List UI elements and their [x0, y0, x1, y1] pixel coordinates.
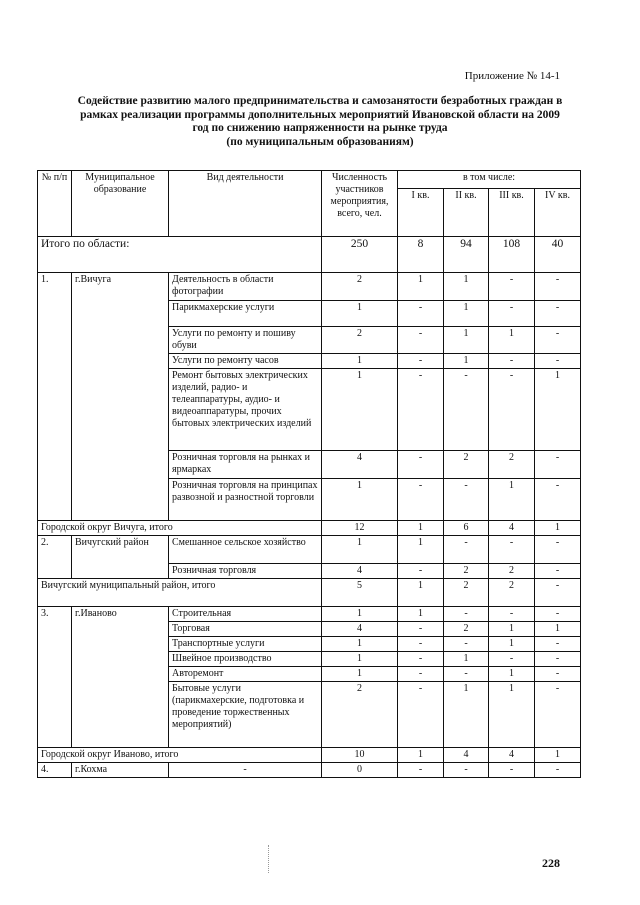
header-num: № п/п: [38, 171, 72, 237]
margin-mark: [268, 845, 272, 873]
value-total: 1: [322, 637, 398, 652]
region-total-q2: 94: [444, 237, 489, 273]
activity-cell: Авторемонт: [169, 667, 322, 682]
title-line: рамках реализации программы дополнительных мероприятий Ивановской области на 2009: [80, 108, 560, 121]
value-total: 0: [322, 763, 398, 778]
value-q1: -: [398, 327, 444, 354]
table-row: [38, 763, 581, 778]
value-total: 4: [322, 622, 398, 637]
value-q1: -: [398, 369, 444, 451]
subtotal-label: Городской округ Иваново, итого: [38, 748, 322, 763]
subtotal-q3: 2: [489, 579, 535, 607]
value-q3: -: [489, 273, 535, 301]
subtotal-row: [38, 579, 581, 607]
subtotal-label: Вичугский муниципальный район, итого: [38, 579, 322, 607]
appendix-label: Приложение № 14-1: [464, 70, 560, 82]
value-q1: -: [398, 564, 444, 579]
value-q3: 1: [489, 667, 535, 682]
value-q2: -: [444, 479, 489, 521]
activity-cell: Ремонт бытовых электрических изделий, радио- и телеаппаратуры, аудио- и видеоаппаратуры, прочих бытовых электрических изделий: [169, 369, 322, 451]
value-q4: -: [535, 682, 581, 748]
activity-cell: Розничная торговля на рынках и ярмарках: [169, 451, 322, 479]
row-number: 1.: [38, 273, 72, 521]
subtotal-row: [38, 521, 581, 536]
table-row: [38, 536, 581, 564]
activity-cell: Деятельность в области фотографии: [169, 273, 322, 301]
header-q4: IV кв.: [535, 189, 581, 237]
subtotal-q3: 4: [489, 521, 535, 536]
value-q2: -: [444, 536, 489, 564]
value-q2: 1: [444, 301, 489, 327]
activity-cell: Швейное производство: [169, 652, 322, 667]
value-total: 4: [322, 564, 398, 579]
value-q3: 1: [489, 682, 535, 748]
value-q3: 1: [489, 479, 535, 521]
subtotal-q4: -: [535, 579, 581, 607]
value-q3: -: [489, 354, 535, 369]
data-table: [37, 170, 581, 778]
region-total-row: [38, 237, 581, 273]
value-q2: 1: [444, 652, 489, 667]
header-q1: I кв.: [398, 189, 444, 237]
value-total: 4: [322, 451, 398, 479]
title-line: (по муниципальным образованиям): [226, 135, 414, 148]
value-q4: -: [535, 667, 581, 682]
value-q4: -: [535, 479, 581, 521]
region-total-q1: 8: [398, 237, 444, 273]
value-q4: -: [535, 451, 581, 479]
value-q3: 1: [489, 622, 535, 637]
value-q1: -: [398, 652, 444, 667]
subtotal-q1: 1: [398, 748, 444, 763]
subtotal-row: [38, 748, 581, 763]
value-q2: -: [444, 763, 489, 778]
value-q1: -: [398, 451, 444, 479]
value-total: 1: [322, 479, 398, 521]
header-activity: Вид деятельности: [169, 171, 322, 237]
value-q1: -: [398, 301, 444, 327]
value-q3: 2: [489, 451, 535, 479]
subtotal-total: 12: [322, 521, 398, 536]
value-total: 1: [322, 354, 398, 369]
value-q2: -: [444, 667, 489, 682]
subtotal-q2: 6: [444, 521, 489, 536]
value-total: 1: [322, 652, 398, 667]
region-total-q4: 40: [535, 237, 581, 273]
header-municipality: Муниципальное образование: [72, 171, 169, 237]
subtotal-q2: 2: [444, 579, 489, 607]
value-q3: 2: [489, 564, 535, 579]
value-q4: -: [535, 273, 581, 301]
value-q4: -: [535, 354, 581, 369]
value-q2: -: [444, 607, 489, 622]
value-q2: 1: [444, 354, 489, 369]
region-total-value: 250: [322, 237, 398, 273]
value-q4: -: [535, 607, 581, 622]
value-q3: -: [489, 536, 535, 564]
activity-cell: Розничная торговля: [169, 564, 322, 579]
value-q1: -: [398, 682, 444, 748]
subtotal-q2: 4: [444, 748, 489, 763]
activity-cell: Парикмахерские услуги: [169, 301, 322, 327]
value-q2: 1: [444, 327, 489, 354]
activity-cell: Торговая: [169, 622, 322, 637]
value-q3: -: [489, 607, 535, 622]
value-total: 1: [322, 536, 398, 564]
value-total: 1: [322, 301, 398, 327]
header-q2: II кв.: [444, 189, 489, 237]
activity-cell: -: [169, 763, 322, 778]
value-q3: -: [489, 763, 535, 778]
activity-cell: Транспортные услуги: [169, 637, 322, 652]
subtotal-q3: 4: [489, 748, 535, 763]
value-q4: -: [535, 301, 581, 327]
subtotal-total: 5: [322, 579, 398, 607]
municipality-name: г.Кохма: [72, 763, 169, 778]
table-body: [38, 171, 581, 778]
value-q4: -: [535, 652, 581, 667]
municipality-name: г.Вичуга: [72, 273, 169, 521]
value-q4: 1: [535, 369, 581, 451]
page-number: 228: [542, 856, 560, 870]
value-total: 1: [322, 369, 398, 451]
value-q1: 1: [398, 607, 444, 622]
value-q1: 1: [398, 273, 444, 301]
activity-cell: Бытовые услуги (парикмахерские, подготовка и проведение торжественных мероприятий): [169, 682, 322, 748]
subtotal-total: 10: [322, 748, 398, 763]
value-q4: -: [535, 763, 581, 778]
value-q4: -: [535, 637, 581, 652]
value-q4: 1: [535, 622, 581, 637]
subtotal-label: Городской округ Вичуга, итого: [38, 521, 322, 536]
value-q1: -: [398, 637, 444, 652]
value-q3: -: [489, 652, 535, 667]
municipality-name: Вичугский район: [72, 536, 169, 579]
value-q1: -: [398, 667, 444, 682]
document-title: [35, 95, 605, 149]
value-q1: -: [398, 354, 444, 369]
value-q1: -: [398, 622, 444, 637]
activity-cell: Смешанное сельское хозяйство: [169, 536, 322, 564]
value-q1: 1: [398, 536, 444, 564]
header-q3: III кв.: [489, 189, 535, 237]
header-including: в том числе:: [398, 171, 581, 189]
value-q4: -: [535, 327, 581, 354]
header-participants: Численность участников мероприятия, всего, чел.: [322, 171, 398, 237]
row-number: 2.: [38, 536, 72, 579]
subtotal-q1: 1: [398, 579, 444, 607]
value-q2: 1: [444, 682, 489, 748]
value-q1: -: [398, 479, 444, 521]
value-total: 1: [322, 667, 398, 682]
subtotal-q4: 1: [535, 521, 581, 536]
value-q3: 1: [489, 327, 535, 354]
value-q4: -: [535, 536, 581, 564]
value-q3: -: [489, 369, 535, 451]
value-q2: 1: [444, 273, 489, 301]
activity-cell: Розничная торговля на принципах развозной и разностной торговли: [169, 479, 322, 521]
row-number: 3.: [38, 607, 72, 748]
value-total: 1: [322, 607, 398, 622]
table-row: [38, 607, 581, 622]
value-q2: 2: [444, 564, 489, 579]
activity-cell: Услуги по ремонту часов: [169, 354, 322, 369]
value-q3: 1: [489, 637, 535, 652]
value-total: 2: [322, 327, 398, 354]
value-q4: -: [535, 564, 581, 579]
value-q1: -: [398, 763, 444, 778]
value-total: 2: [322, 682, 398, 748]
table-row: [38, 273, 581, 301]
subtotal-q4: 1: [535, 748, 581, 763]
region-total-label: Итого по области:: [38, 237, 322, 273]
value-q2: 2: [444, 451, 489, 479]
region-total-q3: 108: [489, 237, 535, 273]
subtotal-q1: 1: [398, 521, 444, 536]
value-q2: -: [444, 369, 489, 451]
title-line: Содействие развитию малого предпринимательства и самозанятости безработных граждан в: [77, 95, 563, 107]
title-line: год по снижению напряженности на рынке труда: [192, 122, 448, 134]
value-total: 2: [322, 273, 398, 301]
activity-cell: Строительная: [169, 607, 322, 622]
value-q2: 2: [444, 622, 489, 637]
activity-cell: Услуги по ремонту и пошиву обуви: [169, 327, 322, 354]
municipality-name: г.Иваново: [72, 607, 169, 748]
row-number: 4.: [38, 763, 72, 778]
value-q2: -: [444, 637, 489, 652]
value-q3: -: [489, 301, 535, 327]
